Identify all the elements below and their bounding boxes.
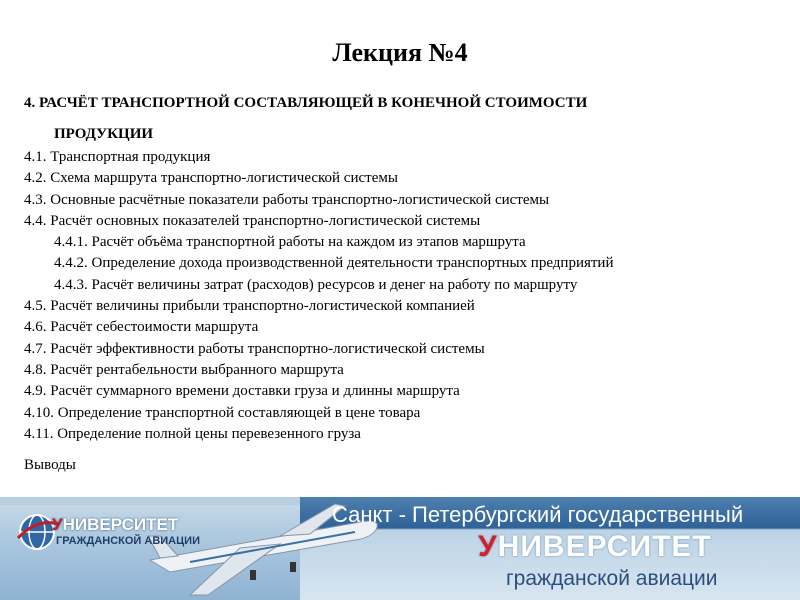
toc-item: 4.6. Расчёт себестоимости маршрута	[24, 319, 259, 336]
toc-subitem: 4.4.2. Определение дохода производственной деятельности транспортных предприятий	[54, 255, 614, 272]
toc-item: 4.11. Определение полной цены перевезенного груза	[24, 425, 361, 442]
toc-subitem: 4.4.3. Расчёт величины затрат (расходов) ресурсов и денег на работу по маршруту	[54, 276, 578, 293]
logo-title-rest: НИВЕРСИТЕТ	[62, 515, 179, 534]
banner-line1: Санкт - Петербургский государственный	[332, 502, 744, 527]
toc-subitem: 4.4.1. Расчёт объёма транспортной работы на каждом из этапов маршрута	[54, 234, 526, 251]
toc-item: 4.1. Транспортная продукция	[24, 149, 211, 165]
slide-content	[24, 92, 784, 475]
logo-title	[52, 515, 178, 535]
toc-item: 4.5. Расчёт величины прибыли транспортно-логистической компанией	[24, 298, 475, 315]
toc-list	[24, 147, 784, 445]
section-title-line2: ПРОДУКЦИИ	[54, 126, 154, 142]
conclusions: Выводы	[24, 457, 76, 474]
banner-line2-first-letter: У	[478, 530, 498, 563]
toc-item: 4.4. Расчёт основных показателей транспортно-логистической системы	[24, 212, 481, 229]
section-title	[24, 92, 784, 145]
toc-item: 4.10. Определение транспортной составляющей в цене товара	[24, 404, 421, 421]
logo-subtitle: ГРАЖДАНСКОЙ АВИАЦИИ	[56, 535, 200, 547]
section-title-line1: 4. РАСЧЁТ ТРАНСПОРТНОЙ СОСТАВЛЯЮЩЕЙ В КОНЕЧНОЙ СТОИМОСТИ	[24, 95, 588, 111]
logo-title-first-letter: У	[52, 515, 63, 534]
toc-item: 4.7. Расчёт эффективности работы транспортно-логистической системы	[24, 340, 485, 357]
toc-item: 4.3. Основные расчётные показатели работы транспортно-логистической системы	[24, 191, 550, 208]
toc-item: 4.2. Схема маршрута транспортно-логистической системы	[24, 170, 398, 187]
toc-item: 4.8. Расчёт рентабельности выбранного маршрута	[24, 361, 344, 378]
banner-line2	[478, 530, 712, 564]
banner-line3: гражданской авиации	[506, 567, 718, 590]
toc-item: 4.9. Расчёт суммарного времени доставки груза и длинны маршрута	[24, 383, 460, 400]
slide-title: Лекция №4	[332, 38, 468, 67]
banner-line2-rest: НИВЕРСИТЕТ	[497, 530, 712, 563]
